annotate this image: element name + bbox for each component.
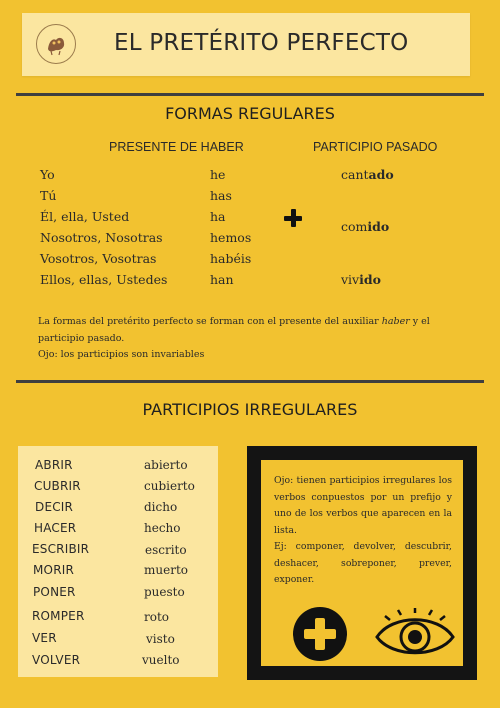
irregular-participle: cubierto <box>144 479 195 493</box>
irregular-participle: abierto <box>144 458 188 472</box>
infinitive: VOLVER <box>32 653 81 667</box>
irregular-participle: puesto <box>144 585 185 599</box>
subject-cell: Ellos, ellas, Ustedes <box>40 272 168 287</box>
page-title: EL PRETÉRITO PERFECTO <box>114 30 409 56</box>
note-emphasis: haber <box>381 316 410 327</box>
infinitive: DECIR <box>35 500 74 514</box>
divider <box>16 93 484 96</box>
section-heading-irregular: PARTICIPIOS IRREGULARES <box>142 400 358 419</box>
note-paragraph: Ej: componer, devolver, descubrir, deshacer, sobreponer, prever, exponer. <box>274 541 452 585</box>
participle-stem: viv <box>341 272 360 287</box>
note-frame <box>247 446 477 680</box>
note-line: Ojo: los participios son invariables <box>38 349 205 360</box>
irregular-participle: hecho <box>144 521 181 535</box>
note-box <box>261 460 463 666</box>
divider <box>16 380 484 383</box>
participle-example <box>341 272 381 287</box>
plus-icon <box>283 208 303 228</box>
infinitive: VER <box>32 631 57 645</box>
subject-cell: Nosotros, Nosotras <box>40 230 163 245</box>
note-line <box>38 316 430 327</box>
logo-emblem-icon <box>36 24 76 64</box>
haber-cell: habéis <box>210 251 252 266</box>
participle-stem: cant <box>341 167 369 182</box>
infinitive: HACER <box>34 521 77 535</box>
plus-circle-icon <box>292 606 348 662</box>
haber-cell: has <box>210 188 232 203</box>
infinitive: ESCRIBIR <box>32 542 90 556</box>
participle-ending: ido <box>367 219 390 234</box>
infinitive: CUBRIR <box>34 479 81 493</box>
irregular-participle: escrito <box>145 543 187 557</box>
haber-cell: han <box>210 272 234 287</box>
infinitive: ABRIR <box>35 458 73 472</box>
haber-cell: ha <box>210 209 226 224</box>
irregular-participle: dicho <box>144 500 178 514</box>
irregular-participle: roto <box>144 610 170 624</box>
participle-ending: ado <box>368 167 394 182</box>
participle-example <box>341 167 394 182</box>
participle-example <box>341 219 389 234</box>
title-banner <box>22 13 470 76</box>
irregular-verb-list <box>18 446 218 677</box>
section-heading-regular: FORMAS REGULARES <box>165 104 335 123</box>
eye-icon <box>374 608 456 662</box>
infinitive: ROMPER <box>32 609 85 623</box>
irregular-participle: vuelto <box>142 653 180 667</box>
participle-stem: com <box>341 219 368 234</box>
haber-cell: hemos <box>210 230 252 245</box>
participle-ending: ido <box>359 272 381 287</box>
column-header-participio: PARTICIPIO PASADO <box>313 140 438 154</box>
irregular-participle: muerto <box>144 563 188 577</box>
irregular-participle: visto <box>146 632 175 646</box>
note-line: participio pasado. <box>38 333 125 344</box>
column-header-haber: PRESENTE DE HABER <box>109 140 244 154</box>
subject-cell: Tú <box>40 188 57 203</box>
infinitive: PONER <box>33 585 76 599</box>
note-text-block <box>274 473 452 589</box>
subject-cell: Yo <box>40 167 55 182</box>
note-text: La formas del pretérito perfecto se forman con el presente del auxiliar <box>38 316 382 327</box>
subject-cell: Vosotros, Vosotras <box>40 251 157 266</box>
note-paragraph: Ojo: tienen participios irregulares los verbos conpuestos por un prefijo y uno de los verbos que aparecen en la lista. <box>274 475 452 536</box>
subject-cell: Él, ella, Usted <box>40 209 130 224</box>
infinitive: MORIR <box>33 563 75 577</box>
haber-cell: he <box>210 167 226 182</box>
note-text: y el <box>409 316 430 327</box>
